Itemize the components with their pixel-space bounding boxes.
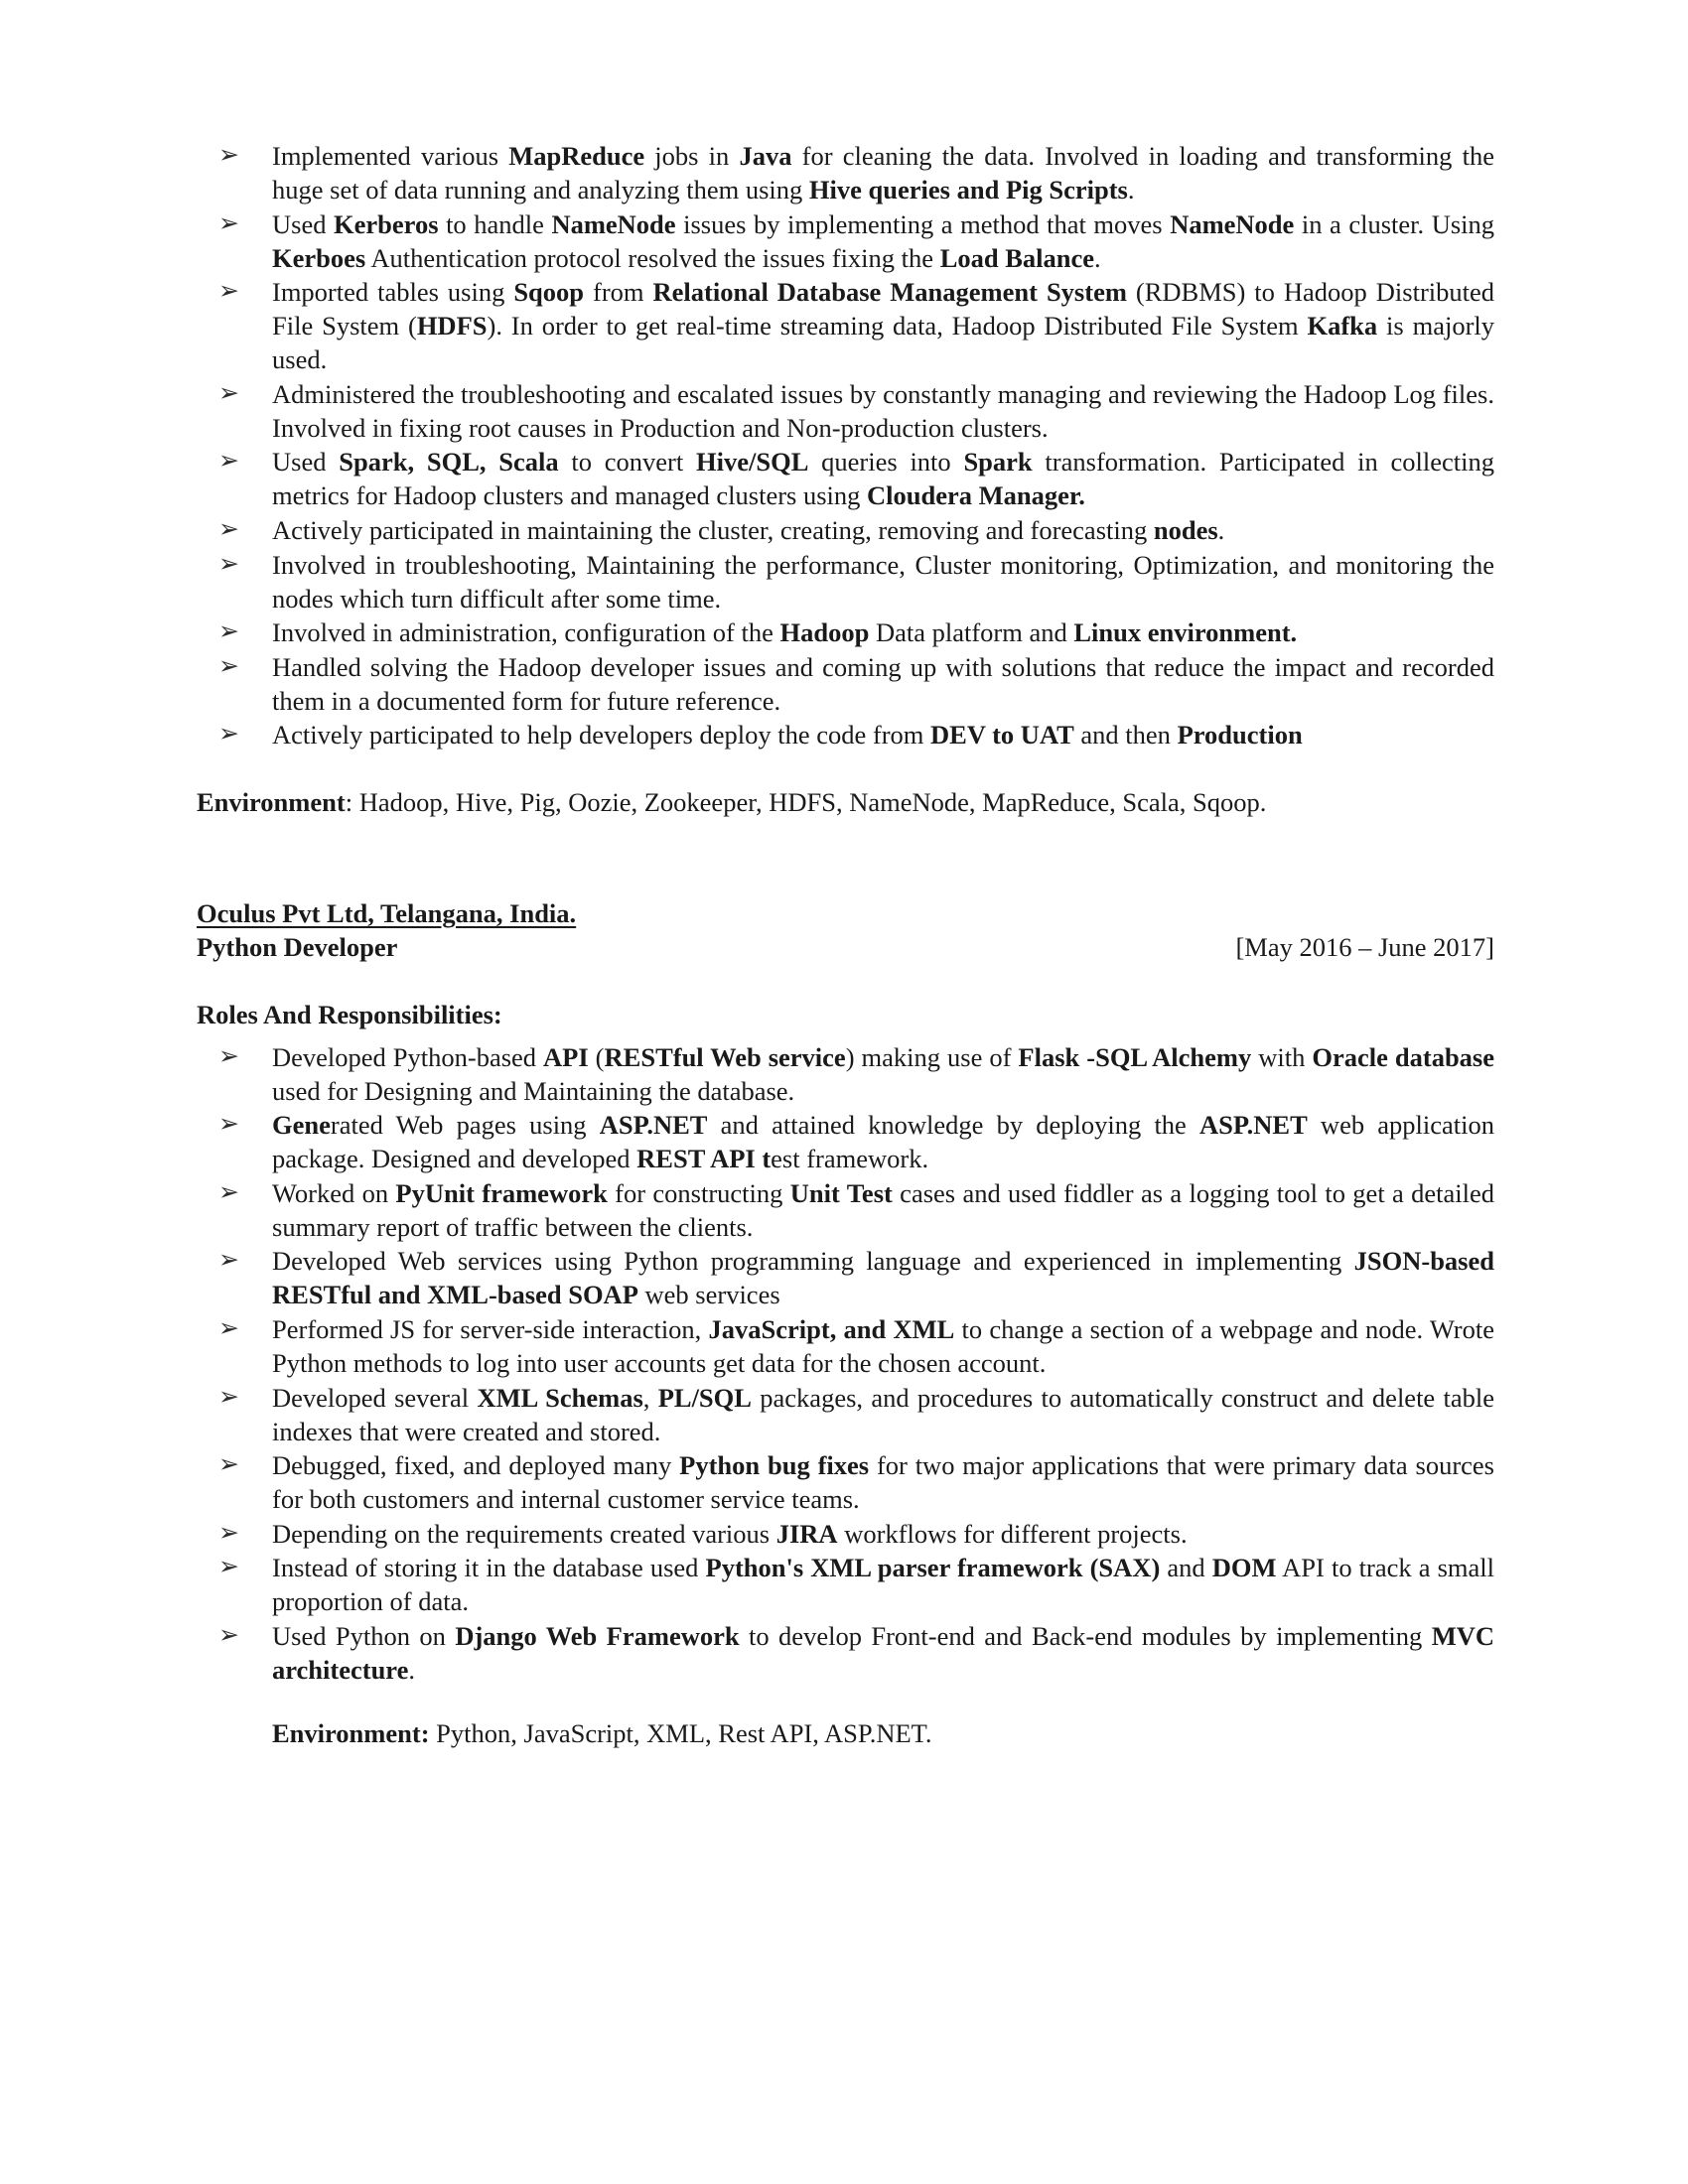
job-title-python-developer: Python Developer [197, 932, 398, 963]
bullet-text [272, 513, 1494, 547]
text-run: ) making use of [845, 1041, 1019, 1072]
bold-run: NameNode [1170, 208, 1295, 239]
arrow-bullet-icon: ➢ [218, 548, 239, 578]
bold-run: RESTful Web service [604, 1041, 846, 1072]
text-run: to convert [558, 447, 696, 478]
bold-run: ASP.NET [599, 1110, 708, 1141]
text-run: workflows for different projects. [837, 1518, 1188, 1549]
bullet-item [197, 139, 1494, 206]
bullet-text [272, 1108, 1494, 1175]
text-run: and [1160, 1553, 1212, 1583]
bold-run: Hive/SQL [696, 447, 809, 478]
text-run: transformation. Participated in collecting metrics for Hadoop clusters and managed clusters using [272, 447, 1495, 511]
text-run: . [1127, 175, 1135, 205]
text-run: web application package. Designed and developed [272, 1110, 1494, 1174]
arrow-bullet-icon: ➢ [218, 1109, 239, 1139]
text-run: queries into [808, 447, 964, 478]
arrow-bullet-icon: ➢ [218, 207, 239, 237]
bold-run: Spark [963, 447, 1033, 478]
bullet-text [272, 275, 1494, 376]
text-run: in a cluster. Using [1294, 208, 1495, 239]
arrow-bullet-icon: ➢ [218, 1040, 239, 1070]
arrow-bullet-icon: ➢ [218, 1176, 239, 1206]
bullet-text [272, 1176, 1494, 1244]
bold-run: Kafka [1307, 311, 1378, 341]
bold-run: Flask -SQL Alchemy [1018, 1041, 1252, 1072]
bold-run: Cloudera Manager. [867, 480, 1085, 511]
bold-run: Java [739, 141, 792, 171]
text-run: Depending on the requirements created various [272, 1518, 776, 1549]
text-run: est framework. [771, 1144, 929, 1174]
arrow-bullet-icon: ➢ [218, 446, 239, 476]
bold-run: Kerberos [334, 208, 439, 239]
bullet-text [272, 718, 1494, 751]
role-header-row [197, 930, 1494, 964]
bullet-text [272, 1381, 1494, 1448]
text-run: to handle [438, 208, 552, 239]
bullet-item [197, 1448, 1494, 1516]
bold-run: JavaScript, and XML [708, 1313, 955, 1344]
bullet-item [197, 513, 1494, 547]
arrow-bullet-icon: ➢ [218, 140, 239, 169]
bold-run: MapReduce [508, 141, 645, 171]
text-run: is majorly used. [272, 311, 1494, 375]
bullet-text [272, 377, 1494, 445]
text-run: from [584, 277, 653, 308]
bullet-text [272, 1517, 1494, 1551]
arrow-bullet-icon: ➢ [218, 276, 239, 306]
hadoop-environment-line [197, 785, 1494, 819]
text-run: Actively participated to help developers deploy the code from [272, 720, 931, 751]
text-run: Python, JavaScript, XML, Rest API, ASP.NET. [429, 1717, 932, 1748]
bold-run: Oracle database [1312, 1041, 1495, 1072]
bullet-item [197, 1551, 1494, 1618]
bold-run: Unit Test [789, 1177, 893, 1208]
bullet-text [272, 207, 1494, 275]
bullet-text [272, 1448, 1494, 1516]
bullet-text [272, 615, 1494, 649]
bullet-item [197, 377, 1494, 445]
bullet-item [197, 1108, 1494, 1175]
text-run: issues by implementing a method that moves [675, 208, 1171, 239]
bold-run: Kerboes [272, 242, 366, 273]
text-run: Instead of storing it in the database used [272, 1553, 706, 1583]
bullet-text [272, 548, 1494, 615]
bullet-item [197, 1176, 1494, 1244]
text-run: jobs in [644, 141, 740, 171]
text-run: . [1094, 242, 1101, 273]
bold-run: Django Web Framework [455, 1620, 740, 1651]
bullet-text [272, 1312, 1494, 1380]
arrow-bullet-icon: ➢ [218, 616, 239, 646]
text-run: and attained knowledge by deploying the [707, 1110, 1199, 1141]
bullet-item [197, 1381, 1494, 1448]
bullet-item [197, 445, 1494, 512]
bold-run: Load Balance [939, 242, 1095, 273]
bullet-item [197, 1244, 1494, 1311]
bold-run: XML Schemas [477, 1382, 643, 1413]
text-run: for constructing [607, 1177, 790, 1208]
text-run: Implemented various [272, 141, 509, 171]
bold-run: PyUnit framework [395, 1177, 608, 1208]
text-run: Developed Web services using Python programming language and experienced in implementing [272, 1246, 1354, 1277]
text-run: for cleaning the data. Involved in loading and transforming the huge set of data running and analyzing them using [272, 141, 1494, 205]
bullet-item [197, 207, 1494, 275]
bold-run: Linux environment. [1073, 617, 1298, 648]
bold-run: Hive queries and Pig Scripts [808, 175, 1128, 205]
text-run: Imported tables using [272, 277, 514, 308]
arrow-bullet-icon: ➢ [218, 1245, 239, 1275]
arrow-bullet-icon: ➢ [218, 1517, 239, 1547]
bold-run: Relational Database Management System [652, 277, 1127, 308]
bold-run: ASP.NET [1199, 1110, 1308, 1141]
bullet-text [272, 139, 1494, 206]
text-run: Used [272, 208, 335, 239]
text-run: Developed several [272, 1382, 478, 1413]
text-run: API to track a small proportion of data. [272, 1553, 1494, 1617]
bullet-item [197, 1517, 1494, 1551]
text-run: Authentication protocol resolved the issues fixing the [365, 242, 940, 273]
text-run: and then [1073, 720, 1178, 751]
text-run: Involved in administration, configuration of the [272, 617, 780, 648]
text-run: to change a section of a webpage and node. Wrote Python methods to log into user accounts get data for the chosen account. [272, 1313, 1494, 1378]
bullet-item [197, 650, 1494, 718]
bold-run: Production [1177, 720, 1303, 751]
bold-run: JSON-based RESTful and XML-based SOAP [272, 1246, 1494, 1310]
text-run: ). In order to get real-time streaming data, Hadoop Distributed File System [487, 311, 1308, 341]
text-run: rated Web pages using [330, 1110, 600, 1141]
bold-run: Spark, SQL, Scala [339, 447, 559, 478]
text-run: Administered the troubleshooting and escalated issues by constantly managing and reviewing the Hadoop Log files. Involved in fixing root causes in Production and Non-production clusters. [272, 378, 1494, 443]
text-run: Performed JS for server-side interaction, [272, 1313, 709, 1344]
bold-run: HDFS [416, 311, 488, 341]
bullet-text [272, 1244, 1494, 1311]
bullet-item [197, 1040, 1494, 1108]
text-run: Debugged, fixed, and deployed many [272, 1450, 680, 1481]
bullet-text [272, 1551, 1494, 1618]
arrow-bullet-icon: ➢ [218, 377, 239, 407]
bold-run: Python bug fixes [679, 1450, 870, 1481]
arrow-bullet-icon: ➢ [218, 1552, 239, 1581]
bold-run: JIRA [775, 1518, 838, 1549]
text-run: ( [588, 1041, 605, 1072]
arrow-bullet-icon: ➢ [218, 719, 239, 749]
company-name-oculus: Oculus Pvt Ltd, Telangana, India. [197, 898, 577, 929]
text-run: Handled solving the Hadoop developer issues and coming up with solutions that reduce the impact and recorded them in a documented form for future reference. [272, 651, 1494, 716]
text-run: Worked on [272, 1177, 396, 1208]
python-environment-line [197, 1716, 1494, 1750]
bullet-item [197, 1619, 1494, 1687]
text-run: web services [637, 1280, 780, 1310]
employment-dates: [May 2016 – June 2017] [1235, 932, 1494, 963]
text-run: (RDBMS) to Hadoop Distributed File System ( [272, 277, 1495, 341]
bullet-text [272, 1040, 1494, 1108]
bold-run: DOM [1211, 1553, 1277, 1583]
arrow-bullet-icon: ➢ [218, 1619, 239, 1649]
text-run: Actively participated in maintaining the cluster, creating, removing and forecasting [272, 515, 1154, 546]
roles-and-responsibilities-heading: Roles And Responsibilities: [197, 1000, 502, 1030]
text-run: , [642, 1382, 658, 1413]
arrow-bullet-icon: ➢ [218, 650, 239, 680]
text-run: . [408, 1654, 415, 1685]
bold-run: DEV to UAT [930, 720, 1074, 751]
python-responsibilities-list [197, 1040, 1494, 1687]
text-run: with [1251, 1041, 1313, 1072]
bold-run: nodes [1153, 515, 1218, 546]
arrow-bullet-icon: ➢ [218, 1449, 239, 1479]
text-run: Data platform and [869, 617, 1074, 648]
text-run: to develop Front-end and Back-end modules by implementing [739, 1620, 1432, 1651]
text-run: . [1217, 515, 1225, 546]
text-run: Developed Python-based [272, 1041, 544, 1072]
arrow-bullet-icon: ➢ [218, 1312, 239, 1342]
text-run: for two major applications that were primary data sources for both customers and internal customer service teams. [272, 1450, 1494, 1515]
hadoop-responsibilities-list [197, 139, 1494, 751]
bold-run: API [543, 1041, 589, 1072]
text-run: Involved in troubleshooting, Maintaining the performance, Cluster monitoring, Optimization, and monitoring the nodes which turn difficult after some time. [272, 549, 1494, 614]
text-run: packages, and procedures to automatically construct and delete table indexes that were created and stored. [272, 1382, 1494, 1446]
bold-run: REST API t [636, 1144, 772, 1174]
arrow-bullet-icon: ➢ [218, 1381, 239, 1411]
bold-run: PL/SQL [657, 1382, 752, 1413]
bold-run: Python's XML parser framework (SAX) [705, 1553, 1161, 1583]
text-run: cases and used fiddler as a logging tool to get a detailed summary report of traffic between the clients. [272, 1177, 1495, 1242]
bullet-item [197, 718, 1494, 751]
bold-run: Environment: [272, 1717, 430, 1748]
text-run: Used Python on [272, 1620, 456, 1651]
bold-run: Gene [272, 1110, 331, 1141]
bold-run: Sqoop [513, 277, 585, 308]
text-run: used for Designing and Maintaining the database. [272, 1075, 795, 1106]
bold-run: MVC architecture [272, 1620, 1494, 1685]
section-gap [197, 819, 1494, 896]
bullet-item [197, 1312, 1494, 1380]
bold-run: NameNode [551, 208, 676, 239]
document-body [197, 139, 1494, 1750]
bullet-item [197, 275, 1494, 376]
bold-run: Hadoop [779, 617, 870, 648]
arrow-bullet-icon: ➢ [218, 514, 239, 544]
bold-run: Environment [197, 787, 346, 818]
bullet-text [272, 650, 1494, 718]
text-run: Used [272, 447, 340, 478]
text-run: : Hadoop, Hive, Pig, Oozie, Zookeeper, HDFS, NameNode, MapReduce, Scala, Sqoop. [345, 787, 1267, 818]
bullet-item [197, 548, 1494, 615]
bullet-text [272, 1619, 1494, 1687]
bullet-text [272, 445, 1494, 512]
bullet-item [197, 615, 1494, 649]
